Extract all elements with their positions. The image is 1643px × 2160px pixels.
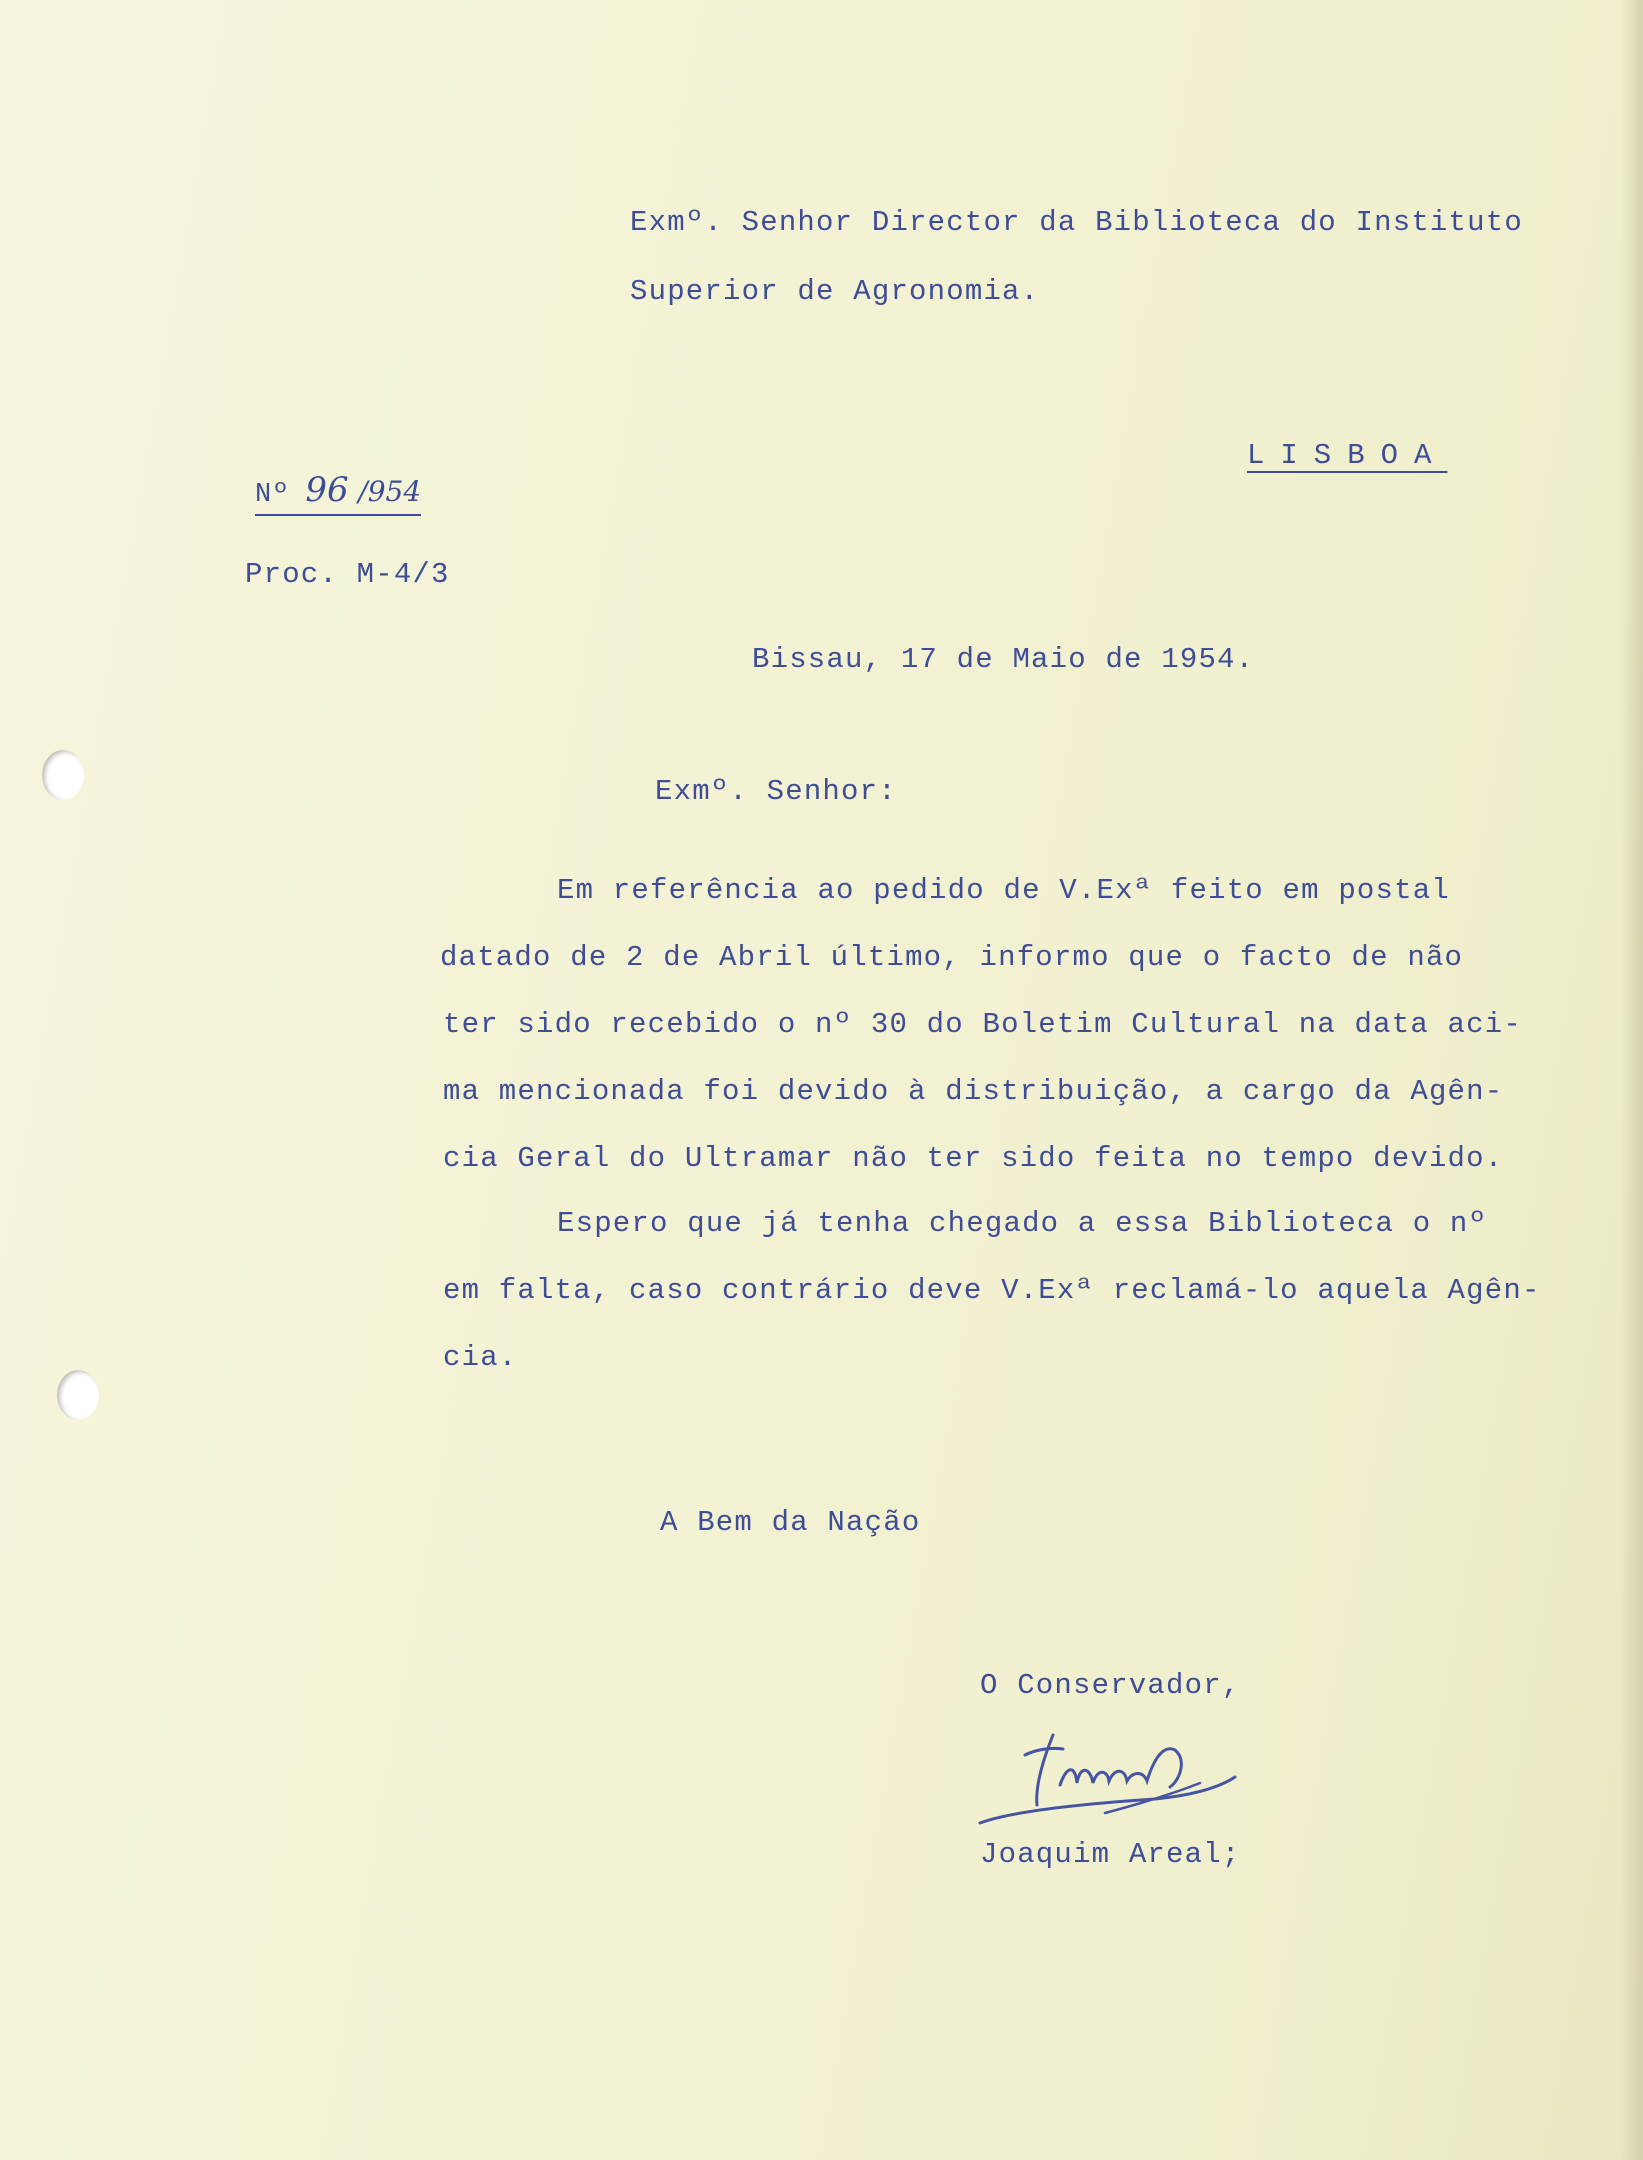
body-line: ma mencionada foi devido à distribuição, a cargo da Agên- (443, 1075, 1504, 1108)
body-line: datado de 2 de Abril último, informo que o facto de não (440, 941, 1464, 974)
body-line: cia. (443, 1341, 518, 1374)
reference-number (255, 470, 421, 516)
body-line: ter sido recebido o nº 30 do Boletim Cultural na data aci- (443, 1008, 1522, 1041)
reference-number-prefix: Nº (255, 480, 290, 510)
date-line: Bissau, 17 de Maio de 1954. (752, 643, 1255, 676)
body-line: Espero que já tenha chegado a essa Biblioteca o nº (557, 1207, 1488, 1240)
salutation: Exmº. Senhor: (655, 775, 897, 808)
paper-edge (1621, 0, 1643, 2160)
punch-hole-top (42, 750, 84, 800)
signatory-name: Joaquim Areal; (980, 1838, 1241, 1871)
process-reference: Proc. M-4/3 (245, 558, 450, 591)
signatory-title: O Conservador, (980, 1669, 1241, 1702)
handwritten-signature (975, 1725, 1245, 1835)
body-line: em falta, caso contrário deve V.Exª reclamá-lo aquela Agên- (443, 1274, 1541, 1307)
body-line: cia Geral do Ultramar não ter sido feita no tempo devido. (443, 1142, 1504, 1175)
closing-phrase: A Bem da Nação (660, 1506, 921, 1539)
addressee-city: LISBOA (1247, 439, 1448, 472)
punch-hole-bottom (57, 1370, 99, 1420)
reference-number-value: 96 (305, 470, 349, 510)
addressee-line-1: Exmº. Senhor Director da Biblioteca do Instituto (630, 206, 1523, 239)
reference-number-year: /954 (358, 475, 422, 508)
body-line: Em referência ao pedido de V.Exª feito em postal (557, 874, 1450, 907)
addressee-line-2: Superior de Agronomia. (630, 275, 1040, 308)
